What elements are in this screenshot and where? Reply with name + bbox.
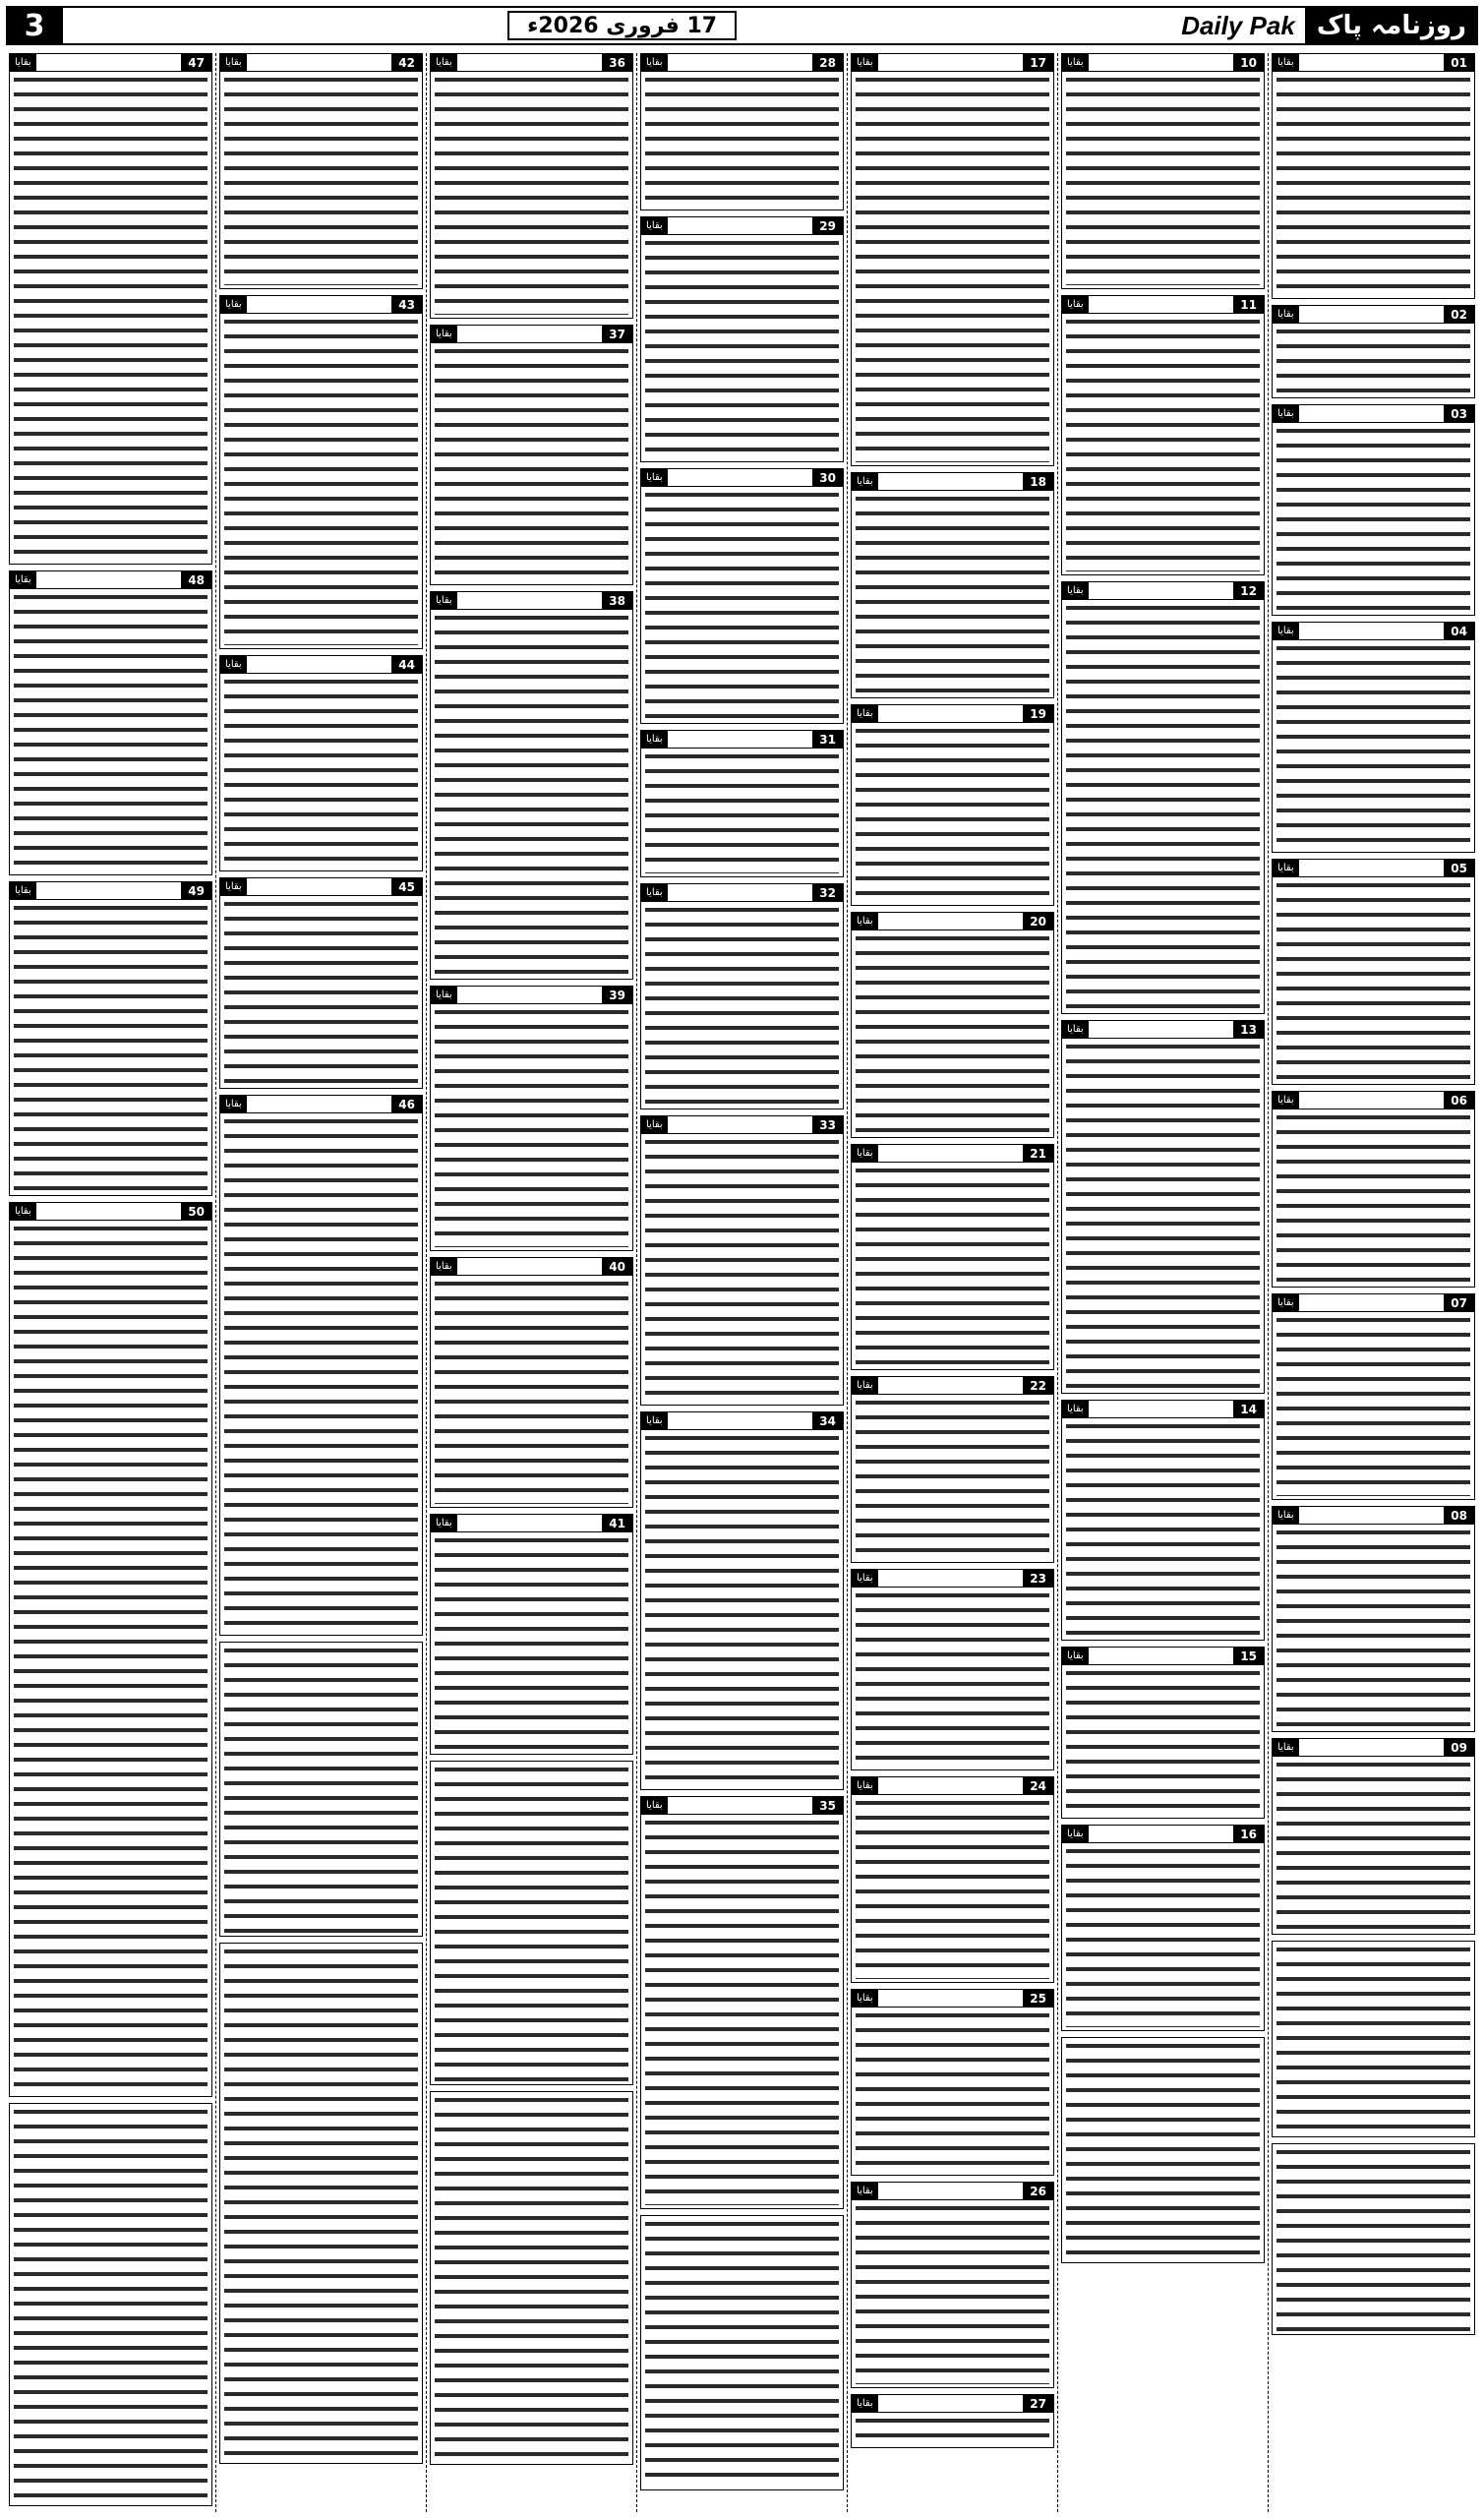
notice-body-text xyxy=(641,749,843,876)
classified-notice xyxy=(851,472,1054,698)
notice-header xyxy=(1273,405,1474,423)
classified-notice xyxy=(1272,1091,1475,1288)
column xyxy=(1058,53,1269,2512)
notice-body-text xyxy=(431,610,632,979)
notice-header xyxy=(1273,623,1474,640)
notice-header xyxy=(220,1096,422,1113)
classified-notice xyxy=(1272,1506,1475,1732)
notice-number: 41 xyxy=(602,1515,632,1531)
notice-header xyxy=(220,878,422,896)
notice-body-text xyxy=(852,491,1053,697)
masthead-english: Daily Pak xyxy=(1181,10,1295,40)
notice-header xyxy=(1273,1092,1474,1109)
notice-header xyxy=(1062,1648,1264,1665)
notice-header xyxy=(641,731,843,749)
notice-header xyxy=(1062,1401,1264,1418)
notice-header xyxy=(220,656,422,674)
notice-tag: بقايا xyxy=(220,54,247,71)
notice-number: 10 xyxy=(1233,54,1264,71)
notice-header xyxy=(852,54,1053,72)
notice-tag: بقايا xyxy=(1273,1739,1299,1756)
notice-body-text xyxy=(1062,600,1264,1013)
notice-number: 37 xyxy=(602,326,632,342)
notice-number: 35 xyxy=(812,1797,843,1814)
classified-notice xyxy=(1061,1400,1265,1641)
notice-number: 08 xyxy=(1444,1507,1474,1524)
classified-notice xyxy=(851,1144,1054,1370)
notice-header xyxy=(431,54,632,72)
classified-notice xyxy=(1061,2037,1265,2263)
classified-notice xyxy=(640,730,844,877)
notice-number: 26 xyxy=(1023,2183,1053,2199)
notice-header xyxy=(852,2183,1053,2200)
classified-notice xyxy=(430,1257,633,1508)
notice-body-text xyxy=(10,589,211,874)
classified-notice xyxy=(219,655,423,871)
notice-body-text xyxy=(852,930,1053,1137)
notice-tag: بقايا xyxy=(220,1096,247,1112)
notice-tag: بقايا xyxy=(1273,860,1299,876)
notice-header xyxy=(1273,54,1474,72)
notice-tag: بقايا xyxy=(1273,306,1299,323)
notice-tag: بقايا xyxy=(852,2395,878,2412)
classified-notice xyxy=(1061,1020,1265,1394)
notice-number: 15 xyxy=(1233,1648,1264,1664)
notice-number: 13 xyxy=(1233,1021,1264,1038)
classified-notice xyxy=(640,53,844,210)
notice-number: 30 xyxy=(812,469,843,486)
notice-tag: بقايا xyxy=(1062,1401,1089,1417)
notice-body-text xyxy=(1273,1525,1474,1731)
issue-date: 17 فروری 2026ء xyxy=(507,11,737,40)
classified-notice xyxy=(851,1989,1054,2176)
notice-body-text xyxy=(852,1395,1053,1562)
notice-header xyxy=(852,1570,1053,1588)
notice-tag: بقايا xyxy=(220,656,247,673)
notice-number: 36 xyxy=(602,54,632,71)
notice-body-text xyxy=(641,487,843,723)
notice-body-text xyxy=(1273,72,1474,298)
notice-header xyxy=(641,217,843,235)
notice-tag: بقايا xyxy=(852,1570,878,1587)
notice-tag: بقايا xyxy=(10,54,36,71)
notice-body-text xyxy=(641,72,843,210)
notice-body-text xyxy=(1062,1665,1264,1818)
notice-number: 43 xyxy=(391,296,422,313)
notice-body-text xyxy=(641,1134,843,1405)
classified-notice xyxy=(9,881,212,1196)
notice-tag: بقايا xyxy=(1273,1294,1299,1311)
classified-notice xyxy=(430,325,633,585)
notice-tag: بقايا xyxy=(641,469,668,486)
notice-tag: بقايا xyxy=(852,1145,878,1162)
classified-notice xyxy=(1272,1293,1475,1500)
notice-body-text xyxy=(1273,324,1474,397)
notice-tag: بقايا xyxy=(220,878,247,895)
notice-header xyxy=(10,882,211,900)
notice-header xyxy=(852,1377,1053,1395)
classified-notice xyxy=(219,53,423,289)
classified-notice xyxy=(1272,305,1475,398)
notice-tag: بقايا xyxy=(431,1258,457,1275)
notice-header xyxy=(10,571,211,589)
notice-header xyxy=(220,296,422,314)
notice-body-text xyxy=(1062,2038,1264,2262)
notice-tag: بقايا xyxy=(1062,54,1089,71)
notice-tag: بقايا xyxy=(431,592,457,609)
notice-number: 49 xyxy=(181,882,211,899)
notice-tag: بقايا xyxy=(852,705,878,722)
classified-notice xyxy=(851,1376,1054,1563)
notice-body-text xyxy=(1062,1039,1264,1393)
classified-notice xyxy=(851,912,1054,1138)
notice-body-text xyxy=(10,2104,211,2505)
classified-notice xyxy=(219,1642,423,1937)
notice-body-text xyxy=(220,896,422,1088)
notice-body-text xyxy=(1062,72,1264,288)
notice-tag: بقايا xyxy=(1062,296,1089,313)
notice-number: 05 xyxy=(1444,860,1474,876)
notice-number: 04 xyxy=(1444,623,1474,639)
notice-body-text xyxy=(641,235,843,461)
notice-number: 38 xyxy=(602,592,632,609)
notice-body-text xyxy=(10,900,211,1195)
notice-number: 18 xyxy=(1023,473,1053,490)
classified-notice xyxy=(1272,53,1475,299)
notice-body-text xyxy=(1273,1109,1474,1287)
notice-header xyxy=(641,1797,843,1815)
column xyxy=(848,53,1058,2512)
notice-number: 22 xyxy=(1023,1377,1053,1394)
notice-number: 27 xyxy=(1023,2395,1053,2412)
notice-header xyxy=(641,469,843,487)
classified-notice xyxy=(9,2103,212,2506)
notice-body-text xyxy=(852,1163,1053,1369)
notice-tag: بقايا xyxy=(852,913,878,929)
classified-notice xyxy=(9,570,212,875)
notice-tag: بقايا xyxy=(1062,1648,1089,1664)
notice-body-text xyxy=(852,2008,1053,2175)
column xyxy=(637,53,848,2512)
notice-header xyxy=(852,913,1053,930)
notice-tag: بقايا xyxy=(431,54,457,71)
classified-notice xyxy=(640,468,844,724)
classified-notice xyxy=(1061,1647,1265,1819)
classified-notice xyxy=(430,986,633,1251)
notice-tag: بقايا xyxy=(641,1116,668,1133)
notice-header xyxy=(1062,54,1264,72)
classified-notice xyxy=(219,1943,423,2464)
classified-notice xyxy=(851,1776,1054,1983)
notice-tag: بقايا xyxy=(1273,405,1299,422)
notice-number: 17 xyxy=(1023,54,1053,71)
notice-number: 11 xyxy=(1233,296,1264,313)
notice-tag: بقايا xyxy=(10,882,36,899)
classified-notice xyxy=(851,1569,1054,1770)
notice-header xyxy=(431,1258,632,1276)
notice-body-text xyxy=(10,1221,211,2096)
notice-body-text xyxy=(641,2216,843,2489)
notice-number: 20 xyxy=(1023,913,1053,929)
classified-notice xyxy=(851,53,1054,466)
notice-body-text xyxy=(1273,1757,1474,1934)
notice-header xyxy=(852,1777,1053,1795)
notice-tag: بقايا xyxy=(1062,1826,1089,1842)
notice-body-text xyxy=(641,902,843,1109)
notice-header xyxy=(220,54,422,72)
notice-tag: بقايا xyxy=(641,217,668,234)
notice-body-text xyxy=(220,1643,422,1936)
notice-tag: بقايا xyxy=(641,1412,668,1429)
notice-header xyxy=(852,705,1053,723)
notice-body-text xyxy=(641,1815,843,2208)
classified-notice xyxy=(430,591,633,980)
notice-number: 32 xyxy=(812,884,843,901)
notice-tag: بقايا xyxy=(641,54,668,71)
notice-body-text xyxy=(1062,314,1264,574)
page-header xyxy=(6,6,1478,45)
classified-notice xyxy=(1272,859,1475,1085)
masthead xyxy=(1181,6,1478,45)
notice-body-text xyxy=(852,2413,1053,2447)
notice-tag: بقايا xyxy=(1273,1092,1299,1109)
notice-body-text xyxy=(431,1762,632,2084)
notice-number: 44 xyxy=(391,656,422,673)
classified-notice xyxy=(640,1411,844,1790)
notice-number: 45 xyxy=(391,878,422,895)
notice-number: 24 xyxy=(1023,1777,1053,1794)
classified-notice xyxy=(1272,622,1475,853)
notice-number: 14 xyxy=(1233,1401,1264,1417)
notice-body-text xyxy=(1273,1942,1474,2136)
notice-header xyxy=(1273,860,1474,877)
notice-header xyxy=(641,54,843,72)
notice-tag: بقايا xyxy=(1062,1021,1089,1038)
notice-body-text xyxy=(431,1532,632,1754)
notice-number: 12 xyxy=(1233,582,1264,599)
classified-notice xyxy=(219,1095,423,1636)
notice-header xyxy=(10,1203,211,1221)
notice-header xyxy=(431,326,632,343)
notice-header xyxy=(852,1145,1053,1163)
classified-notice xyxy=(1061,581,1265,1014)
notice-header xyxy=(1273,1739,1474,1757)
notice-header xyxy=(431,1515,632,1532)
notice-number: 48 xyxy=(181,571,211,588)
notice-body-text xyxy=(641,1430,843,1789)
notice-header xyxy=(852,2395,1053,2413)
classified-columns xyxy=(6,53,1478,2512)
notice-body-text xyxy=(431,2092,632,2464)
notice-number: 46 xyxy=(391,1096,422,1112)
notice-header xyxy=(641,1116,843,1134)
classified-notice xyxy=(851,2182,1054,2388)
classified-notice xyxy=(9,53,212,565)
notice-tag: بقايا xyxy=(431,326,457,342)
notice-body-text xyxy=(852,1588,1053,1769)
notice-number: 07 xyxy=(1444,1294,1474,1311)
notice-body-text xyxy=(852,723,1053,905)
classified-notice xyxy=(640,2215,844,2490)
classified-notice xyxy=(1272,1738,1475,1935)
classified-notice xyxy=(1061,1825,1265,2031)
notice-tag: بقايا xyxy=(641,1797,668,1814)
notice-body-text xyxy=(220,314,422,648)
notice-body-text xyxy=(1062,1418,1264,1640)
classified-notice xyxy=(219,877,423,1089)
classified-notice xyxy=(1272,404,1475,616)
notice-body-text xyxy=(852,72,1053,465)
page-number: 3 xyxy=(6,6,63,45)
notice-tag: بقايا xyxy=(852,1777,878,1794)
notice-body-text xyxy=(1273,640,1474,852)
notice-header xyxy=(1062,582,1264,600)
notice-body-text xyxy=(852,2200,1053,2387)
notice-number: 09 xyxy=(1444,1739,1474,1756)
classified-notice xyxy=(851,704,1054,906)
notice-tag: بقايا xyxy=(431,1515,457,1531)
notice-tag: بقايا xyxy=(852,473,878,490)
notice-header xyxy=(1273,1507,1474,1525)
notice-number: 06 xyxy=(1444,1092,1474,1109)
notice-number: 33 xyxy=(812,1116,843,1133)
classified-notice xyxy=(1272,2143,1475,2335)
notice-header xyxy=(1062,1826,1264,1843)
classified-notice xyxy=(430,1514,633,1755)
notice-header xyxy=(1273,306,1474,324)
notice-tag: بقايا xyxy=(1273,54,1299,71)
notice-body-text xyxy=(431,1276,632,1507)
notice-header xyxy=(852,473,1053,491)
notice-body-text xyxy=(431,72,632,318)
notice-header xyxy=(641,884,843,902)
notice-number: 02 xyxy=(1444,306,1474,323)
notice-body-text xyxy=(431,343,632,584)
notice-body-text xyxy=(220,1113,422,1635)
column xyxy=(6,53,216,2512)
column xyxy=(216,53,427,2512)
masthead-urdu: روزنامہ پاک xyxy=(1305,6,1478,45)
notice-body-text xyxy=(1273,877,1474,1084)
notice-number: 34 xyxy=(812,1412,843,1429)
notice-number: 50 xyxy=(181,1203,211,1220)
notice-body-text xyxy=(1273,1312,1474,1499)
classified-notice xyxy=(1272,1941,1475,2137)
notice-tag: بقايا xyxy=(852,1990,878,2007)
notice-tag: بقايا xyxy=(220,296,247,313)
notice-header xyxy=(641,1412,843,1430)
notice-tag: بقايا xyxy=(10,571,36,588)
notice-tag: بقايا xyxy=(641,884,668,901)
notice-tag: بقايا xyxy=(852,2183,878,2199)
notice-body-text xyxy=(1273,423,1474,615)
classified-notice xyxy=(640,216,844,462)
notice-number: 16 xyxy=(1233,1826,1264,1842)
notice-body-text xyxy=(10,72,211,564)
notice-number: 25 xyxy=(1023,1990,1053,2007)
notice-body-text xyxy=(431,1004,632,1250)
notice-tag: بقايا xyxy=(641,731,668,748)
notice-tag: بقايا xyxy=(852,1377,878,1394)
notice-number: 23 xyxy=(1023,1570,1053,1587)
notice-number: 21 xyxy=(1023,1145,1053,1162)
notice-tag: بقايا xyxy=(10,1203,36,1220)
notice-number: 29 xyxy=(812,217,843,234)
notice-number: 31 xyxy=(812,731,843,748)
notice-body-text xyxy=(220,1944,422,2463)
notice-tag: بقايا xyxy=(1062,582,1089,599)
classified-notice xyxy=(851,2394,1054,2448)
classified-notice xyxy=(640,1115,844,1406)
notice-body-text xyxy=(220,674,422,870)
classified-notice xyxy=(219,295,423,649)
column xyxy=(1269,53,1478,2512)
classified-notice xyxy=(9,1202,212,2097)
classified-notice xyxy=(430,2091,633,2465)
notice-header xyxy=(1273,1294,1474,1312)
notice-header xyxy=(1062,296,1264,314)
notice-body-text xyxy=(220,72,422,288)
notice-number: 47 xyxy=(181,54,211,71)
notice-header xyxy=(431,592,632,610)
notice-number: 42 xyxy=(391,54,422,71)
notice-number: 01 xyxy=(1444,54,1474,71)
notice-number: 40 xyxy=(602,1258,632,1275)
notice-tag: بقايا xyxy=(1273,1507,1299,1524)
classified-notice xyxy=(640,1796,844,2209)
notice-tag: بقايا xyxy=(852,54,878,71)
notice-body-text xyxy=(1273,2144,1474,2334)
notice-header xyxy=(10,54,211,72)
notice-number: 39 xyxy=(602,987,632,1003)
classified-notice xyxy=(430,53,633,319)
notice-number: 03 xyxy=(1444,405,1474,422)
notice-body-text xyxy=(852,1795,1053,1982)
notice-header xyxy=(852,1990,1053,2008)
notice-number: 19 xyxy=(1023,705,1053,722)
notice-body-text xyxy=(1062,1843,1264,2030)
notice-number: 28 xyxy=(812,54,843,71)
notice-header xyxy=(431,987,632,1004)
notice-tag: بقايا xyxy=(1273,623,1299,639)
classified-notice xyxy=(430,1761,633,2085)
notice-tag: بقايا xyxy=(431,987,457,1003)
classified-notice xyxy=(1061,295,1265,575)
notice-header xyxy=(1062,1021,1264,1039)
column xyxy=(427,53,637,2512)
classified-notice xyxy=(1061,53,1265,289)
classified-notice xyxy=(640,883,844,1109)
